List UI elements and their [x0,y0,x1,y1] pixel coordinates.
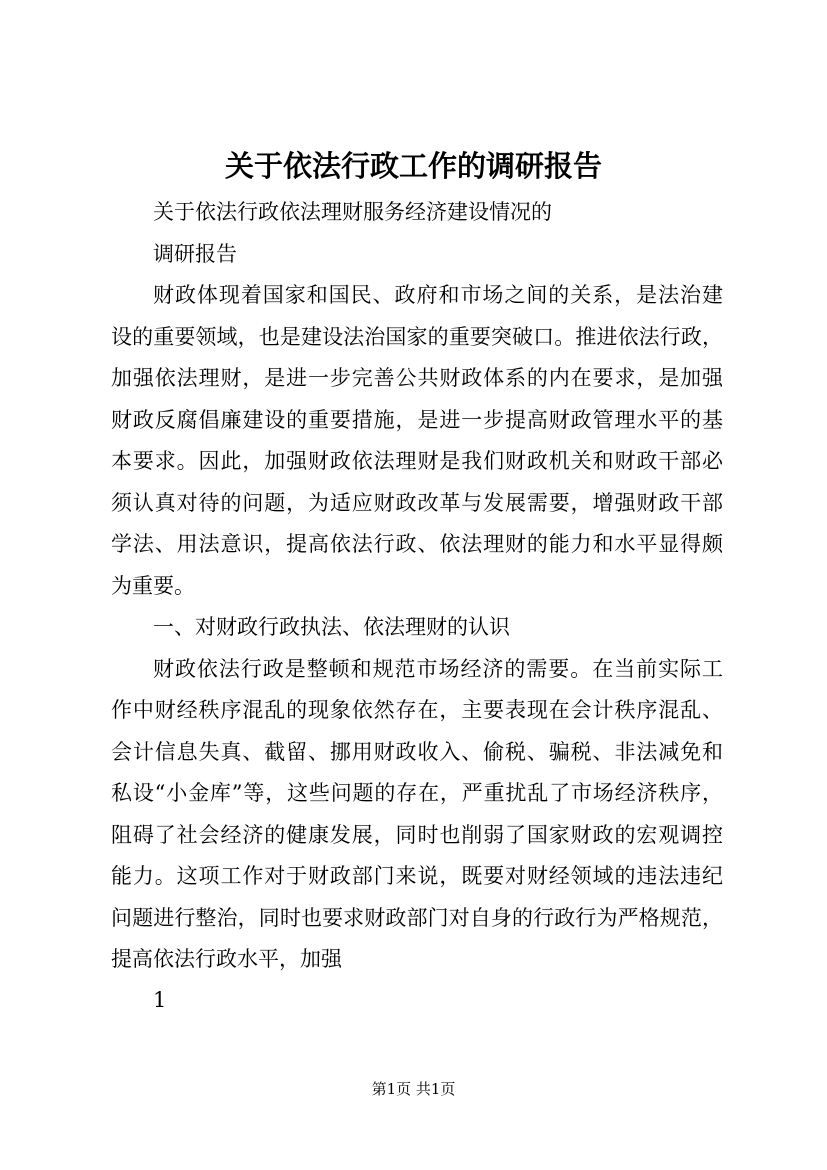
paragraph-2-line-5: 阻碍了社会经济的健康发展，同时也削弱了国家财政的宏观调控 [111,822,723,847]
paragraph-1-line-7: 学法、用法意识，提高依法行政、依法理财的能力和水平显得颇 [111,532,723,556]
paragraph-1-line-6: 须认真对待的问题，为适应财政改革与发展需要，增强财政干部 [111,490,723,515]
document-body [111,192,723,981]
subtitle-line-1: 关于依法行政依法理财服务经济建设情况的 [153,200,552,224]
page-number-marker: 1 [153,988,167,1012]
paragraph-2-line-7: 问题进行整治，同时也要求财政部门对自身的行政行为严格规范， [111,905,723,930]
paragraph-2-line-1: 财政依法行政是整顿和规范市场经济的需要。在当前实际工 [153,656,723,681]
section-heading-1: 一、对财政行政执法、依法理财的认识 [153,615,510,639]
paragraph-1-line-3: 加强依法理财，是进一步完善公共财政体系的内在要求，是加强 [111,366,723,390]
paragraph-1-line-8: 为重要。 [111,573,195,598]
paragraph-2-line-4: 私设“小金库”等，这些问题的存在，严重扰乱了市场经济秩序， [111,781,723,805]
paragraph-1-line-4: 财政反腐倡廉建设的重要措施，是进一步提高财政管理水平的基 [111,407,723,432]
paragraph-2-line-3: 会计信息失真、截留、挪用财政收入、偷税、骗税、非法减免和 [111,739,723,764]
subtitle-line-2: 调研报告 [153,241,237,266]
paragraph-1-line-2: 设的重要领域，也是建设法治国家的重要突破口。推进依法行政， [111,324,723,349]
paragraph-1-line-5: 本要求。因此，加强财政依法理财是我们财政机关和财政干部必 [111,449,723,473]
document-title: 关于依法行政工作的调研报告 [224,149,602,183]
paragraph-2-line-6: 能力。这项工作对于财政部门来说，既要对财经领域的违法违纪 [111,864,723,888]
paragraph-2-line-8: 提高依法行政水平，加强 [111,947,342,971]
paragraph-1-line-1: 财政体现着国家和国民、政府和市场之间的关系，是法治建 [153,283,723,307]
paragraph-2-line-2: 作中财经秩序混乱的现象依然存在，主要表现在会计秩序混乱、 [111,698,723,722]
page-footer: 第1页 共1页 [371,1080,456,1098]
